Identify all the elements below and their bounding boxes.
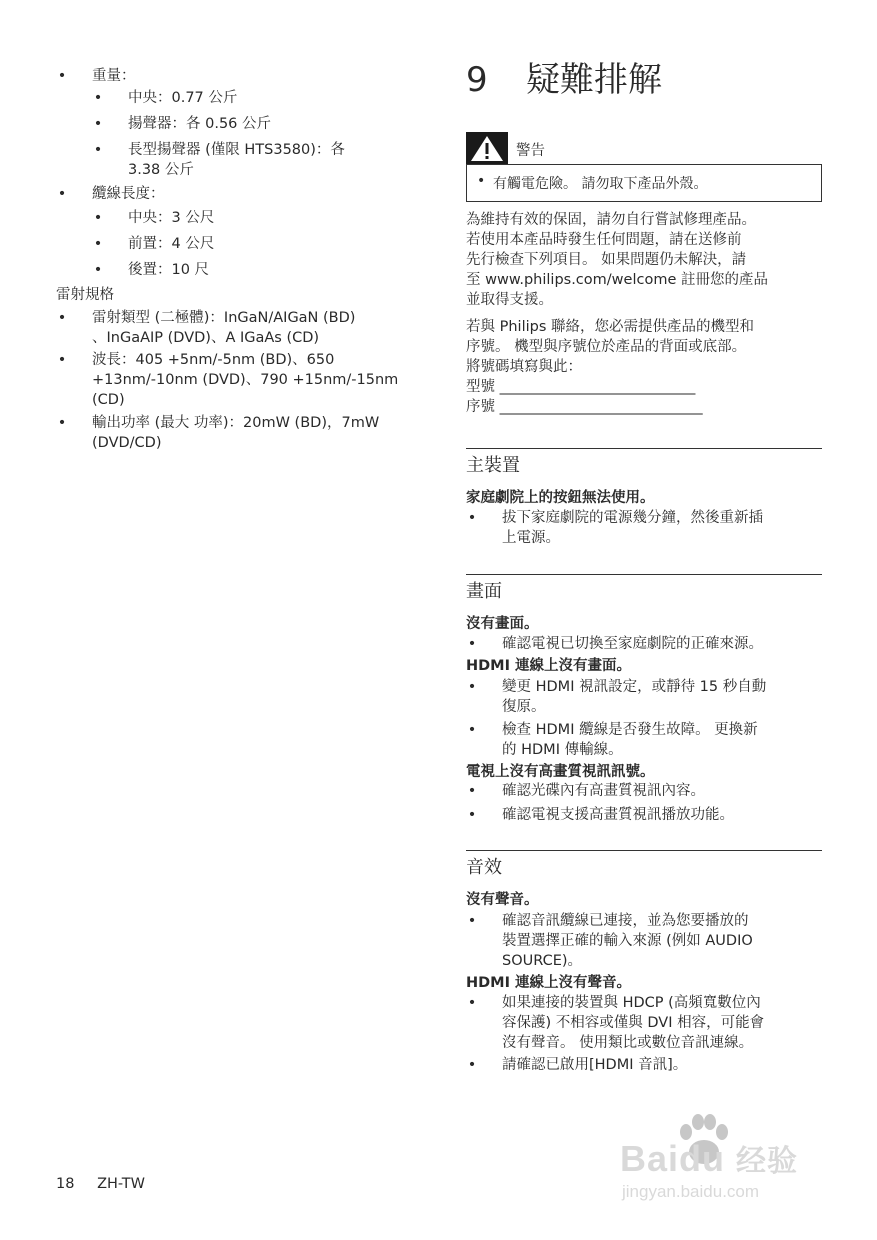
contact-paragraph: 若與 Philips 聯絡，您必需提供產品的機型和 序號。 機型與序號位於產品的背面或底部。 將號碼填寫與此： 型號 ___________________________ 序號 ____________________________ (466, 319, 754, 415)
main-subheading: 家庭劇院上的按鈕無法使用。 (466, 490, 655, 506)
intro-paragraph: 為維持有效的保固，請勿自行嘗試修理產品。 若使用本產品時發生任何問題，請在送修前 先行檢查下列項目。 如果問題仍未解決，請 至 www.philips.com/welcome 註冊您的產品 並取得支援。 (466, 212, 768, 308)
watermark-brand: Baidu 经验 (620, 1138, 799, 1179)
picture-subheading-1: 沒有畫面。 (466, 616, 539, 632)
chapter-title: 疑難排解 (526, 60, 662, 100)
section-sound: 音效 (466, 857, 502, 878)
model-number-line: 型號 ___________________________ (466, 379, 696, 395)
warning-box (466, 164, 822, 202)
section-picture: 畫面 (466, 581, 502, 602)
divider-main (466, 448, 822, 449)
divider-sound (466, 850, 822, 851)
warning-header (466, 132, 822, 164)
sound-subheading-1: 沒有聲音。 (466, 892, 539, 908)
warning-bullet: • (477, 173, 486, 189)
page-number: 18 (56, 1176, 75, 1192)
divider-picture (466, 574, 822, 575)
warning-text: 有觸電危險。 請勿取下產品外殼。 (493, 176, 708, 192)
sound-subheading-2: HDMI 連線上沒有聲音。 (466, 975, 632, 991)
warning-triangle-icon (466, 132, 508, 164)
warning-label: 警告 (516, 143, 545, 159)
watermark-url: jingyan.baidu.com (622, 1182, 760, 1201)
picture-subheading-3: 電視上沒有高畫質視訊訊號。 (466, 764, 655, 780)
laser-spec-heading: 雷射規格 (56, 287, 114, 303)
serial-number-line: 序號 ____________________________ (466, 399, 703, 415)
page-footer (56, 1176, 145, 1192)
picture-subheading-2: HDMI 連線上沒有畫面。 (466, 658, 632, 674)
baidu-watermark (620, 1110, 830, 1210)
language-code: ZH-TW (97, 1176, 145, 1192)
chapter-number: 9 (466, 60, 488, 100)
section-main-unit: 主裝置 (466, 455, 520, 476)
